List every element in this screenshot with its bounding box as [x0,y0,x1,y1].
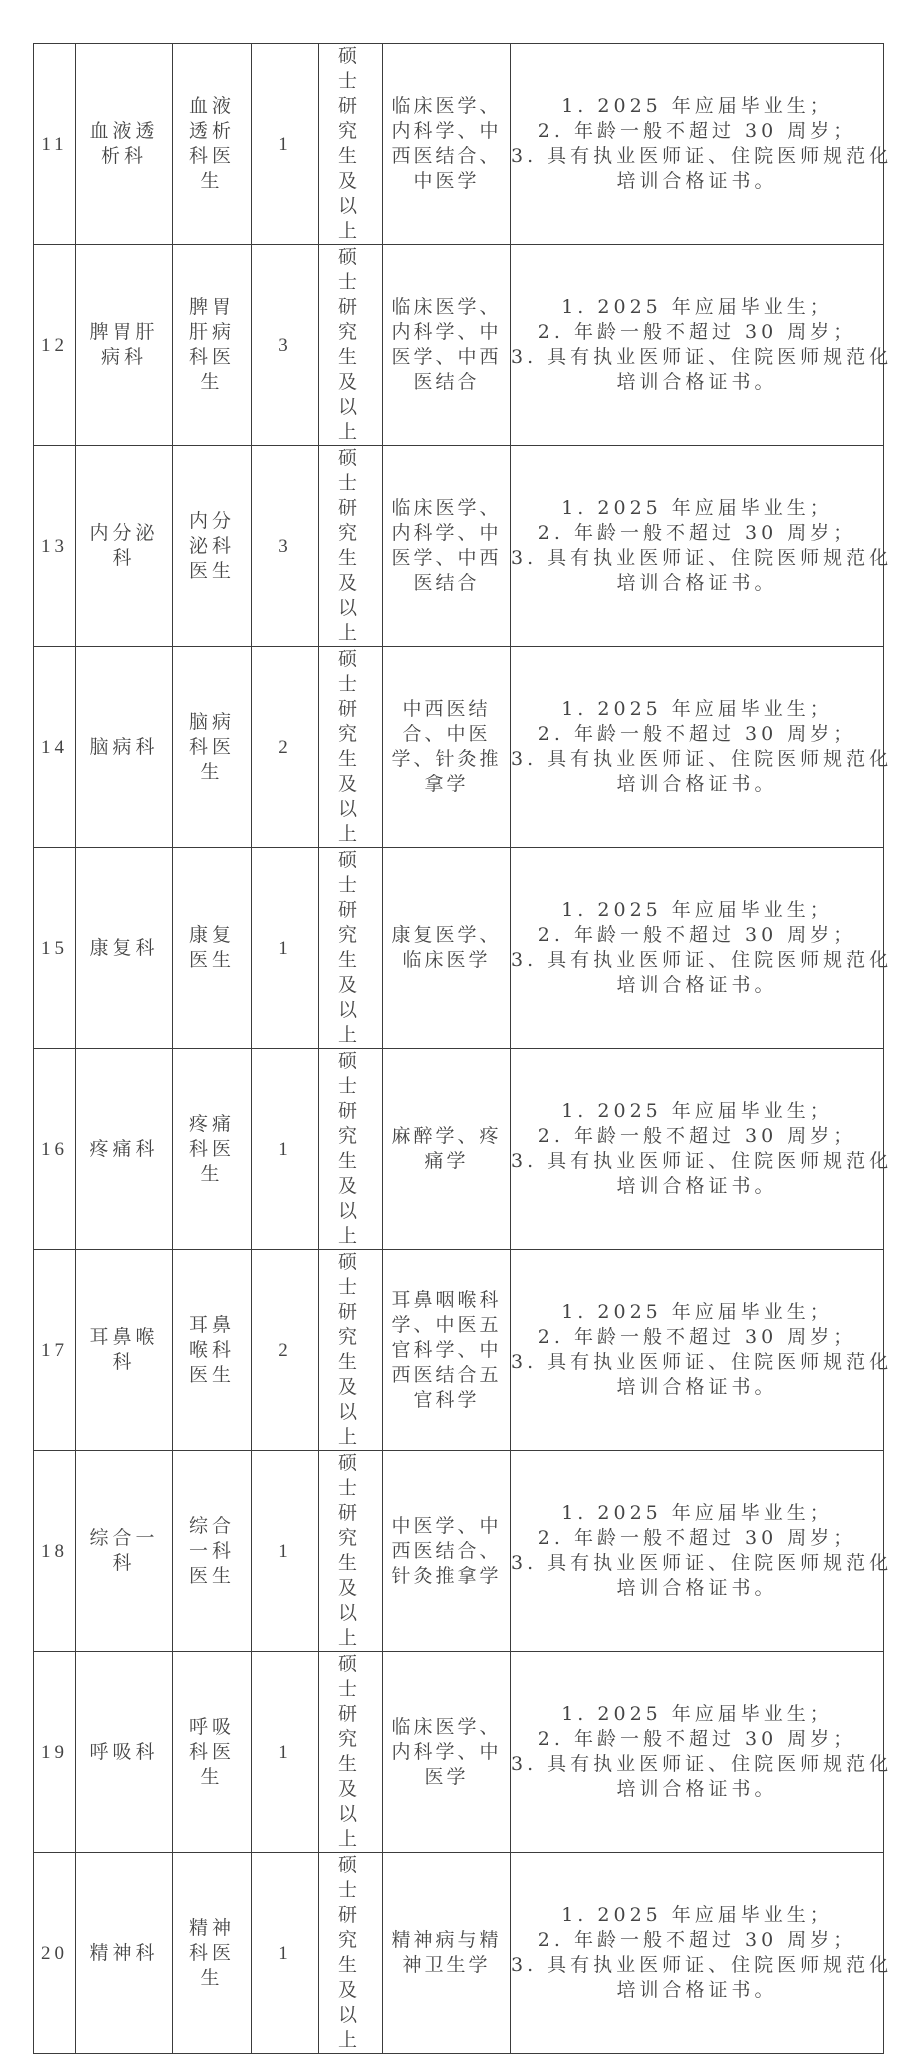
cell-text: 呼吸科医生 [188,1715,235,1788]
cell-education [319,44,383,245]
cell-education [319,1451,383,1652]
cell-number [34,1049,76,1250]
requirement-line: 1. 2025 年应届毕业生； [561,1100,833,1122]
cell-text: 康复医生 [188,924,235,971]
requirement-line: 2. 年龄一般不超过 30 周岁； [537,1929,857,1951]
cell-headcount [252,1652,319,1853]
requirement-line: 培训合格证书。 [616,1175,778,1197]
cell-requirements [511,446,893,647]
cell-department [76,1853,173,2054]
cell-major [383,647,511,848]
cell-text: 中西医结合、中医学、针灸推拿学 [391,698,502,795]
cell-department [76,1451,173,1652]
cell-position [173,1853,252,2054]
cell-text: 精神病与精神卫生学 [391,1929,502,1976]
cell-text: 11 [41,133,68,155]
cell-text: 13 [41,535,68,557]
cell-number [34,245,76,446]
requirement-line: 2. 年龄一般不超过 30 周岁； [537,522,857,544]
cell-headcount [252,1451,319,1652]
cell-department [76,1049,173,1250]
requirement-line: 培训合格证书。 [616,1376,778,1398]
cell-major [383,245,511,446]
cell-text: 1 [278,1138,292,1160]
table-row [34,446,884,647]
cell-number [34,1250,76,1451]
cell-requirements [511,1451,893,1652]
recruitment-table [33,43,893,2054]
cell-requirements [511,1652,893,1853]
cell-requirements [511,1250,893,1451]
cell-text: 临床医学、内科学、中医学、中西医结合 [391,296,502,393]
cell-text: 精神科医生 [188,1916,235,1989]
cell-text: 呼吸科 [89,1740,159,1763]
requirement-line: 1. 2025 年应届毕业生； [561,95,833,117]
cell-headcount [252,1853,319,2054]
cell-text: 硕士研究生及以上 [337,246,363,443]
cell-position [173,245,252,446]
cell-major [383,1853,511,2054]
requirement-line: 1. 2025 年应届毕业生； [561,899,833,921]
cell-major [383,1250,511,1451]
cell-requirements [511,647,893,848]
cell-text: 脑病科 [89,735,159,758]
cell-text: 硕士研究生及以上 [337,1653,363,1850]
table-row [34,44,884,245]
cell-requirements [511,848,893,1049]
requirement-line: 1. 2025 年应届毕业生； [561,698,833,720]
requirement-line: 1. 2025 年应届毕业生； [561,296,833,318]
requirement-line: 3. 具有执业医师证、住院医师规范化 [511,1954,893,1976]
requirement-line: 2. 年龄一般不超过 30 周岁； [537,1527,857,1549]
table-row [34,1451,884,1652]
table-body [34,44,893,2054]
requirement-line: 培训合格证书。 [616,773,778,795]
cell-text: 内分泌科医生 [188,509,235,582]
cell-position [173,1049,252,1250]
cell-text: 疼痛科医生 [188,1112,235,1185]
requirement-line: 1. 2025 年应届毕业生； [561,1703,833,1725]
cell-requirements [511,1049,893,1250]
requirement-line: 2. 年龄一般不超过 30 周岁； [537,321,857,343]
cell-text: 康复医学、临床医学 [391,924,502,971]
cell-headcount [252,446,319,647]
cell-text: 硕士研究生及以上 [337,1452,363,1649]
cell-headcount [252,848,319,1049]
cell-text: 17 [41,1339,68,1361]
cell-education [319,1652,383,1853]
requirement-line: 培训合格证书。 [616,1778,778,1800]
requirement-line: 2. 年龄一般不超过 30 周岁； [537,1125,857,1147]
cell-text: 耳鼻咽喉科学、中医五官科学、中西医结合五官科学 [391,1288,502,1411]
requirement-line: 培训合格证书。 [616,1979,778,2001]
cell-position [173,446,252,647]
cell-text: 临床医学、内科学、中医学、中西医结合 [391,497,502,594]
cell-text: 康复科 [89,936,159,959]
cell-headcount [252,44,319,245]
cell-text: 内分泌科 [89,522,159,569]
cell-text: 综合一科医生 [188,1514,235,1587]
cell-headcount [252,1250,319,1451]
cell-text: 麻醉学、疼痛学 [391,1125,502,1172]
cell-text: 耳鼻喉科医生 [188,1313,235,1386]
cell-requirements [511,44,893,245]
cell-position [173,848,252,1049]
cell-major [383,848,511,1049]
requirement-line: 2. 年龄一般不超过 30 周岁； [537,924,857,946]
cell-text: 临床医学、内科学、中医学 [391,1715,502,1788]
requirement-line: 2. 年龄一般不超过 30 周岁； [537,120,857,142]
cell-department [76,647,173,848]
cell-education [319,446,383,647]
cell-headcount [252,245,319,446]
requirement-line: 培训合格证书。 [616,1577,778,1599]
cell-education [319,1250,383,1451]
cell-text: 耳鼻喉科 [89,1326,159,1373]
cell-education [319,245,383,446]
cell-text: 3 [278,334,292,356]
cell-position [173,647,252,848]
cell-text: 硕士研究生及以上 [337,648,363,845]
cell-requirements [511,1853,893,2054]
table-row [34,1250,884,1451]
cell-number [34,647,76,848]
cell-text: 中医学、中西医结合、针灸推拿学 [391,1514,502,1587]
cell-text: 精神科 [89,1941,159,1964]
cell-text: 2 [278,1339,292,1361]
cell-text: 1 [278,133,292,155]
cell-text: 脾胃肝病科医生 [188,296,235,393]
cell-text: 硕士研究生及以上 [337,447,363,644]
requirement-line: 培训合格证书。 [616,974,778,996]
requirement-line: 2. 年龄一般不超过 30 周岁； [537,1728,857,1750]
requirement-line: 3. 具有执业医师证、住院医师规范化 [511,1351,893,1373]
requirement-line: 3. 具有执业医师证、住院医师规范化 [511,547,893,569]
cell-education [319,1049,383,1250]
cell-text: 硕士研究生及以上 [337,1854,363,2051]
table-row [34,1853,884,2054]
table-row [34,1652,884,1853]
cell-text: 硕士研究生及以上 [337,45,363,242]
cell-text: 血液透析科医生 [188,95,235,192]
requirement-line: 培训合格证书。 [616,371,778,393]
table-row [34,1049,884,1250]
requirement-line: 培训合格证书。 [616,572,778,594]
requirement-line: 3. 具有执业医师证、住院医师规范化 [511,1753,893,1775]
cell-number [34,1853,76,2054]
cell-text: 1 [278,937,292,959]
cell-position [173,44,252,245]
cell-number [34,1652,76,1853]
document-page [33,43,893,2054]
cell-text: 临床医学、内科学、中西医结合、中医学 [391,95,502,192]
cell-text: 1 [278,1942,292,1964]
cell-department [76,1250,173,1451]
cell-position [173,1250,252,1451]
cell-major [383,1451,511,1652]
cell-department [76,446,173,647]
requirement-line: 1. 2025 年应届毕业生； [561,1301,833,1323]
cell-text: 12 [41,334,68,356]
requirement-line: 3. 具有执业医师证、住院医师规范化 [511,949,893,971]
cell-text: 综合一科 [89,1527,159,1574]
cell-text: 硕士研究生及以上 [337,1251,363,1448]
cell-department [76,44,173,245]
cell-text: 脾胃肝病科 [89,321,159,368]
cell-number [34,848,76,1049]
cell-number [34,446,76,647]
table-row [34,245,884,446]
cell-major [383,44,511,245]
cell-text: 14 [41,736,68,758]
cell-text: 脑病科医生 [188,710,235,783]
requirement-line: 培训合格证书。 [616,170,778,192]
cell-major [383,1652,511,1853]
cell-headcount [252,647,319,848]
cell-text: 19 [41,1741,68,1763]
cell-education [319,647,383,848]
cell-text: 1 [278,1540,292,1562]
table-row [34,647,884,848]
requirement-line: 3. 具有执业医师证、住院医师规范化 [511,145,893,167]
requirement-line: 3. 具有执业医师证、住院医师规范化 [511,748,893,770]
cell-education [319,848,383,1049]
cell-number [34,44,76,245]
requirement-line: 1. 2025 年应届毕业生； [561,1904,833,1926]
requirement-line: 2. 年龄一般不超过 30 周岁； [537,1326,857,1348]
cell-text: 硕士研究生及以上 [337,849,363,1046]
cell-text: 2 [278,736,292,758]
cell-department [76,1652,173,1853]
cell-requirements [511,245,893,446]
cell-text: 1 [278,1741,292,1763]
cell-position [173,1451,252,1652]
cell-text: 疼痛科 [89,1137,159,1160]
cell-text: 血液透析科 [89,120,159,167]
requirement-line: 3. 具有执业医师证、住院医师规范化 [511,1552,893,1574]
cell-number [34,1451,76,1652]
cell-position [173,1652,252,1853]
cell-text: 15 [41,937,68,959]
cell-text: 硕士研究生及以上 [337,1050,363,1247]
requirement-line: 2. 年龄一般不超过 30 周岁； [537,723,857,745]
cell-text: 3 [278,535,292,557]
cell-text: 18 [41,1540,68,1562]
cell-department [76,848,173,1049]
requirement-line: 3. 具有执业医师证、住院医师规范化 [511,346,893,368]
table-row [34,848,884,1049]
cell-education [319,1853,383,2054]
requirement-line: 1. 2025 年应届毕业生； [561,1502,833,1524]
cell-text: 20 [41,1942,68,1964]
cell-major [383,1049,511,1250]
cell-headcount [252,1049,319,1250]
cell-text: 16 [41,1138,68,1160]
requirement-line: 3. 具有执业医师证、住院医师规范化 [511,1150,893,1172]
cell-major [383,446,511,647]
requirement-line: 1. 2025 年应届毕业生； [561,497,833,519]
cell-department [76,245,173,446]
